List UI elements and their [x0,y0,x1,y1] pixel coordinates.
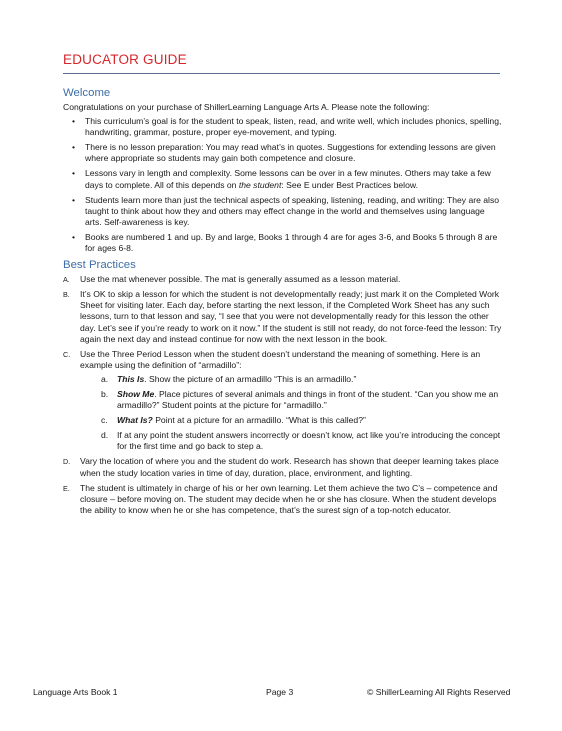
list-item [80,389,503,411]
step-text: Point at a picture for an armadillo. “What is this called?” [152,415,366,426]
list-item [63,349,503,453]
bullet-text-start: Lessons vary in length and complexity. Some lessons can be over in a few minutes. Others may take a few days to complete. All of this depends on [85,168,491,190]
item-letter: A. [63,275,70,285]
item-letter: C. [63,349,71,359]
list-item [63,195,503,228]
bullet-text: This curriculum’s goal is for the student to speak, listen, read, and write well, which includes phonics, spelling, handwriting, grammar, posture, proper eye-movement, and typing. [85,116,502,138]
step-lead: This Is [117,373,145,384]
bullet-marker: • [72,231,76,242]
step-lead: Show Me [117,388,155,399]
item-text: The student is ultimately in charge of his or her own learning. Let them achieve the two C’s – competence and closure – before moving on. The student may decide when he or she has closure. When the student develops the ability to know when he or she has competence, that’s the surest sign of a top-notch educator. [80,482,498,515]
page-title: EDUCATOR GUIDE [63,52,187,67]
bullet-text-emphasis: the student [238,179,282,190]
list-item [63,116,503,138]
step-letter: c. [101,415,108,426]
best-practices-heading: Best Practices [63,259,136,272]
welcome-heading: Welcome [63,87,111,99]
bullet-text: Students learn more than just the technical aspects of speaking, listening, reading, and writing: They are also taught to think about how they and others may effect change in the world and themselves using language arts. Self-awareness is key. [85,194,500,227]
footer-book-title: Language Arts Book 1 [33,687,118,697]
step-letter: b. [101,388,109,399]
step-text: If at any point the student answers incorrectly or doesn’t know, act like you’re introducing the concept for the first time and go back to step a. [117,430,501,452]
item-letter: D. [63,457,71,467]
item-text: Use the Three Period Lesson when the student doesn’t understand the meaning of something. Here is an example using the definition of “armadillo”: [80,348,481,370]
item-letter: E. [63,483,70,493]
list-item [80,374,503,385]
page-body [63,86,503,520]
list-item [80,415,503,426]
list-item [63,274,503,285]
list-item [63,456,503,478]
bullet-marker: • [72,194,76,205]
item-text: Vary the location of where you and the student do work. Research has shown that deeper learning takes place when the study location varies in time of day, duration, place, environment, and lighting. [80,456,499,478]
list-item [63,232,503,254]
best-practices-list [63,274,503,516]
footer-copyright: © ShillerLearning All Rights Reserved [367,687,511,697]
bullet-marker: • [72,142,76,153]
bullet-text: There is no lesson preparation: You may read what’s in quotes. Suggestions for extending lessons are given where appropriate so students may gain both competence and closure. [85,142,496,164]
list-item [63,483,503,516]
list-item [63,289,503,344]
step-letter: a. [101,373,109,384]
bullet-text-end: : See E under Best Practices below. [281,179,418,190]
list-item [63,142,503,164]
welcome-intro: Congratulations on your purchase of ShillerLearning Language Arts A. Please note the following: [63,102,430,112]
footer-page-number: Page 3 [266,687,294,697]
three-period-lesson-steps [80,374,503,453]
step-letter: d. [101,430,109,441]
welcome-bullet-list [63,116,503,254]
list-item [63,168,503,190]
step-text: . Show the picture of an armadillo “This is an armadillo.” [144,373,357,384]
bullet-text: Books are numbered 1 and up. By and large, Books 1 through 4 are for ages 3-6, and Books 5 through 8 are for ages 6-8. [85,231,498,254]
title-divider [63,73,500,74]
step-text: . Place pictures of several animals and things in front of the student. “Can you show me an armadillo?” Student points at the picture for “armadillo.” [117,388,499,411]
item-text: Use the mat whenever possible. The mat is generally assumed as a lesson material. [80,274,401,285]
bullet-marker: • [72,116,76,127]
step-lead: What Is? [117,415,153,426]
list-item [80,430,503,452]
item-text: It’s OK to skip a lesson for which the student is not developmentally ready; just mark it on the Completed Work Sheet for visiting later. Each day, before starting the next lesson, if the Completed Work Sheet has any such lessons, turn to that lesson and say, “I see that you were not developmentally ready for this lesson the other day. Let’s see if you’re ready to work on it now.” If the student is still not ready, do not force-feed the lesson: Try again the next day and instead continue for now with the next lesson in the book. [80,289,502,344]
item-letter: B. [63,290,70,300]
bullet-marker: • [72,168,76,179]
